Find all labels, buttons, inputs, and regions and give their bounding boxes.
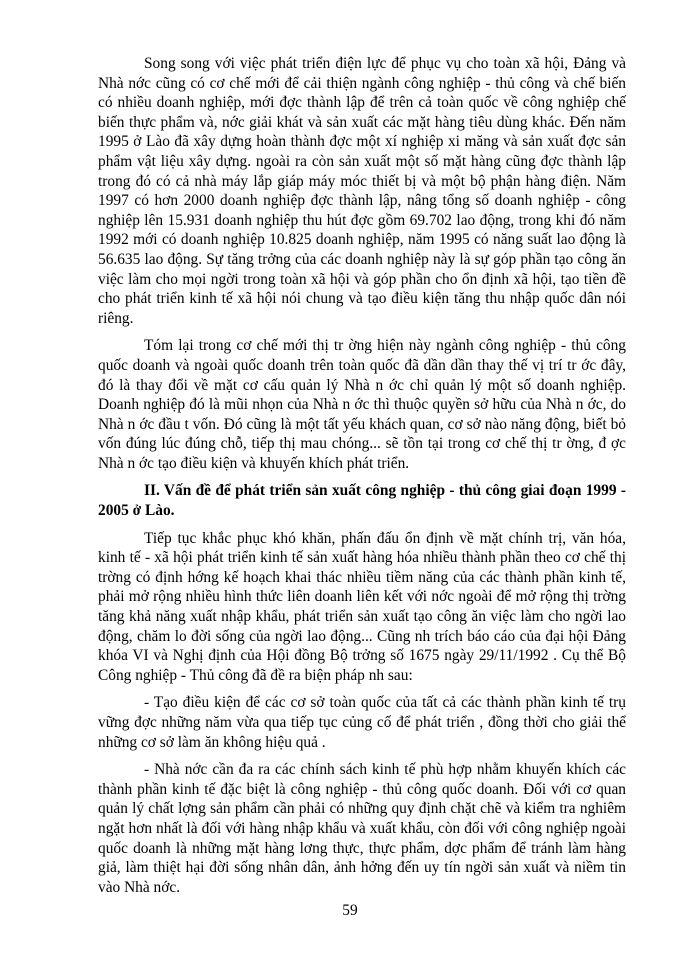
page-number: 59 xyxy=(342,902,358,919)
paragraph-section-intro: Tiếp tục khắc phục khó khăn, phấn đấu ổn định về mặt chính trị, văn hóa, kinh tế - xã hội phát triển kinh tế sản xuất hàng hóa nhiều thành phần theo cơ chế thị trờng có định hớng kế hoạch khai thác nhiều tiềm năng của các thành phần kinh tế, phải mở rộng nhiều hình thức liên doanh liên kết với nớc ngoài để mở rộng thị trờng tăng khả năng xuất nhập khẩu, phát triển sản xuất tạo công ăn việc làm cho ngời lao động, chăm lo đời sống của ngời lao động... Cũng nh trích báo cáo của đại hội Đảng khóa VI và Nghị định của Hội đồng Bộ trởng số 1675 ngày 29/11/1992 . Cụ thể Bộ Công nghiệp - Thủ công đã đề ra biện pháp nh sau: xyxy=(98,529,626,684)
section-heading: II. Vấn đề để phát triển sản xuất công nghiệp - thủ công giai đoạn 1999 - 2005 ở Lào. xyxy=(98,482,626,520)
paragraph-summary: Tóm lại trong cơ chế mới thị tr ờng hiện này ngành công nghiệp - thủ công quốc doanh và ngoài quốc doanh trên toàn quốc đã dần dần thay thế vị trí tr ớc đây, đó là thay đổi về mặt cơ cấu quản lý Nhà n ớc chỉ quản lý một số doanh nghiệp. Doanh nghiệp đó là mũi nhọn của Nhà n ớc thì thuộc quyền sở hữu của Nhà n ớc, do Nhà n ớc đầu t vốn. Đó cũng là một tất yếu khách quan, cơ sở nào năng động, biết bỏ vốn đúng lúc đúng chỗ, tiếp thị mau chóng... sẽ tồn tại trong cơ chế thị tr ờng, đ ợc Nhà n ớc tạo điều kiện và khuyến khích phát triển. xyxy=(98,337,626,472)
page-content xyxy=(98,54,626,905)
paragraph-measure-1: - Tạo điều kiện để các cơ sở toàn quốc của tất cả các thành phần kinh tế trụ vững đợc những năm vừa qua tiếp tục củng cố để phát triển , đồng thời cho giải thể những cơ sở làm ăn không hiệu quả . xyxy=(98,694,626,751)
paragraph-industry-development: Song song với việc phát triển điện lực để phục vụ cho toàn xã hội, Đảng và Nhà nớc cũng có cơ chế mới để cải thiện ngành công nghiệp - thủ công và chế biến có nhiều doanh nghiệp, mới đợc thành lập để trên cả toàn quốc về công nghiệp chế biến thực phẩm và, nớc giải khát và sản xuất các mặt hàng tiêu dùng khác. Đến năm 1995 ở Lào đã xây dựng hoàn thành đợc một xí nghiệp xi măng và sản xuất đợc sản phẩm vật liệu xây dựng. ngoài ra còn sản xuất một số mặt hàng cũng đợc thành lập trong đó có cả nhà máy lắp giáp máy móc thiết bị và một bộ phận hàng điện. Năm 1997 có hơn 2000 doanh nghiệp đợc thành lập, nâng tổng số doanh nghiệp - công nghiệp lên 15.931 doanh nghiệp thu hút đợc gồm 69.702 lao động, trong khi đó năm 1992 mới có doanh nghiệp 10.825 doanh nghiệp, năm 1995 có năng suất lao động là 56.635 lao động. Sự tăng trởng của các doanh nghiệp này là sự góp phần tạo công ăn việc làm cho mọi ngời trong toàn xã hội và góp phần cho ổn định xã hội, tạo tiền đề cho phát triển kinh tế xã hội nói chung và tạo điều kiện tăng thu nhập quốc dân nói riêng. xyxy=(98,55,626,327)
paragraph-measure-2: - Nhà nớc cần đa ra các chính sách kinh tế phù hợp nhằm khuyến khích các thành phần kinh tế đặc biệt là công nghiệp - thủ công quốc doanh. Đối với cơ quan quản lý chất lợng sản phẩm cần phải có những quy định chặt chẽ và kiểm tra nghiêm ngặt hơn nhất là đối với hàng nhập khẩu và xuất khẩu, còn đối với công nghiệp ngoài quốc doanh là những mặt hàng lơng thực, thực phẩm, dợc phẩm để tránh làm hàng giả, làm thiệt hại đời sống nhân dân, ảnh hởng đến uy tín ngời sản xuất và niềm tin vào Nhà nớc. xyxy=(98,761,626,896)
